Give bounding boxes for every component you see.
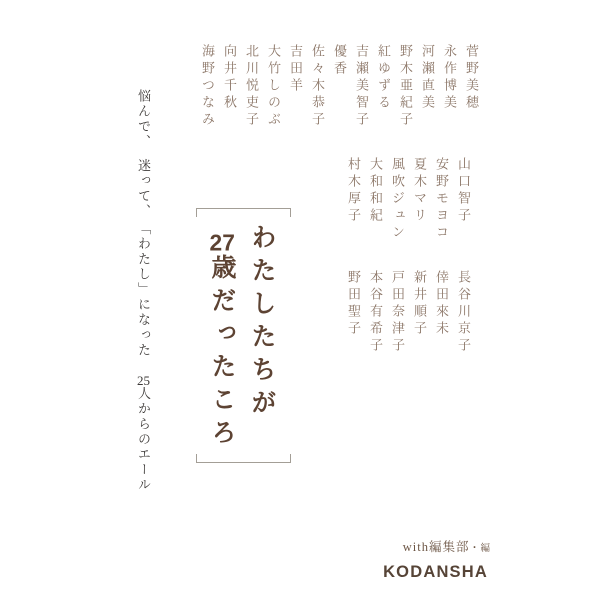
contributor-name: 本谷有希子 bbox=[368, 270, 383, 355]
tagline-number: 25 bbox=[137, 373, 150, 387]
editor-separator: ・ bbox=[469, 542, 481, 554]
editor-suffix: 編 bbox=[480, 543, 490, 554]
contributors-group-3 bbox=[342, 270, 474, 390]
title-age-number: 27 bbox=[209, 231, 235, 254]
title-bracket-top bbox=[196, 208, 291, 217]
contributor-name: 野木亜紀子 bbox=[398, 44, 413, 129]
contributor-name: 大竹しのぶ bbox=[266, 44, 281, 129]
contributor-name: 長谷川京子 bbox=[456, 270, 471, 355]
contributors-group-2 bbox=[342, 157, 474, 277]
book-title bbox=[202, 224, 282, 452]
contributor-name: 風吹ジュン bbox=[390, 157, 405, 242]
editor-text: 編集部 bbox=[428, 539, 470, 554]
title-line-2 bbox=[202, 224, 242, 452]
publisher-logo: KODANSHA bbox=[383, 562, 488, 581]
contributors-group-1 bbox=[196, 44, 482, 174]
contributor-name: 佐々木恭子 bbox=[310, 44, 325, 129]
tagline-tail: 人からのエール bbox=[136, 386, 151, 493]
title-bracket-bottom bbox=[196, 454, 291, 463]
contributor-name: 吉瀨美智子 bbox=[354, 44, 369, 129]
tagline bbox=[135, 89, 151, 493]
contributor-name: 戸田奈津子 bbox=[390, 270, 405, 355]
contributor-name: 海野つなみ bbox=[200, 44, 215, 129]
contributor-name: 北川悦吏子 bbox=[244, 44, 259, 129]
contributor-name: 河瀨直美 bbox=[420, 44, 435, 112]
contributor-name: 吉田羊 bbox=[288, 44, 303, 95]
title-line-2-text: 歳だったころ bbox=[208, 254, 236, 452]
contributor-name: 村木厚子 bbox=[346, 157, 361, 225]
contributor-name: 永作博美 bbox=[442, 44, 457, 112]
contributor-name: 大和和紀 bbox=[368, 157, 383, 225]
editor-latin: with bbox=[402, 539, 429, 554]
contributor-name: 新井順子 bbox=[412, 270, 427, 338]
contributor-name: 夏木マリ bbox=[412, 157, 427, 225]
tagline-lead: 悩んで、 迷って、 「わたし」になった bbox=[136, 89, 151, 374]
contributor-name: 野田聖子 bbox=[346, 270, 361, 338]
contributor-name: 優香 bbox=[332, 44, 347, 78]
contributor-name: 安野モヨコ bbox=[434, 157, 449, 242]
contributor-name: 向井千秋 bbox=[222, 44, 237, 112]
contributor-name: 菅野美穂 bbox=[464, 44, 479, 112]
contributor-name: 倖田來未 bbox=[434, 270, 449, 338]
title-line-1: わたしたちが bbox=[248, 224, 276, 422]
editor-credit bbox=[403, 537, 490, 555]
contributor-name: 紅ゆずる bbox=[376, 44, 391, 112]
contributor-name: 山口智子 bbox=[456, 157, 471, 225]
